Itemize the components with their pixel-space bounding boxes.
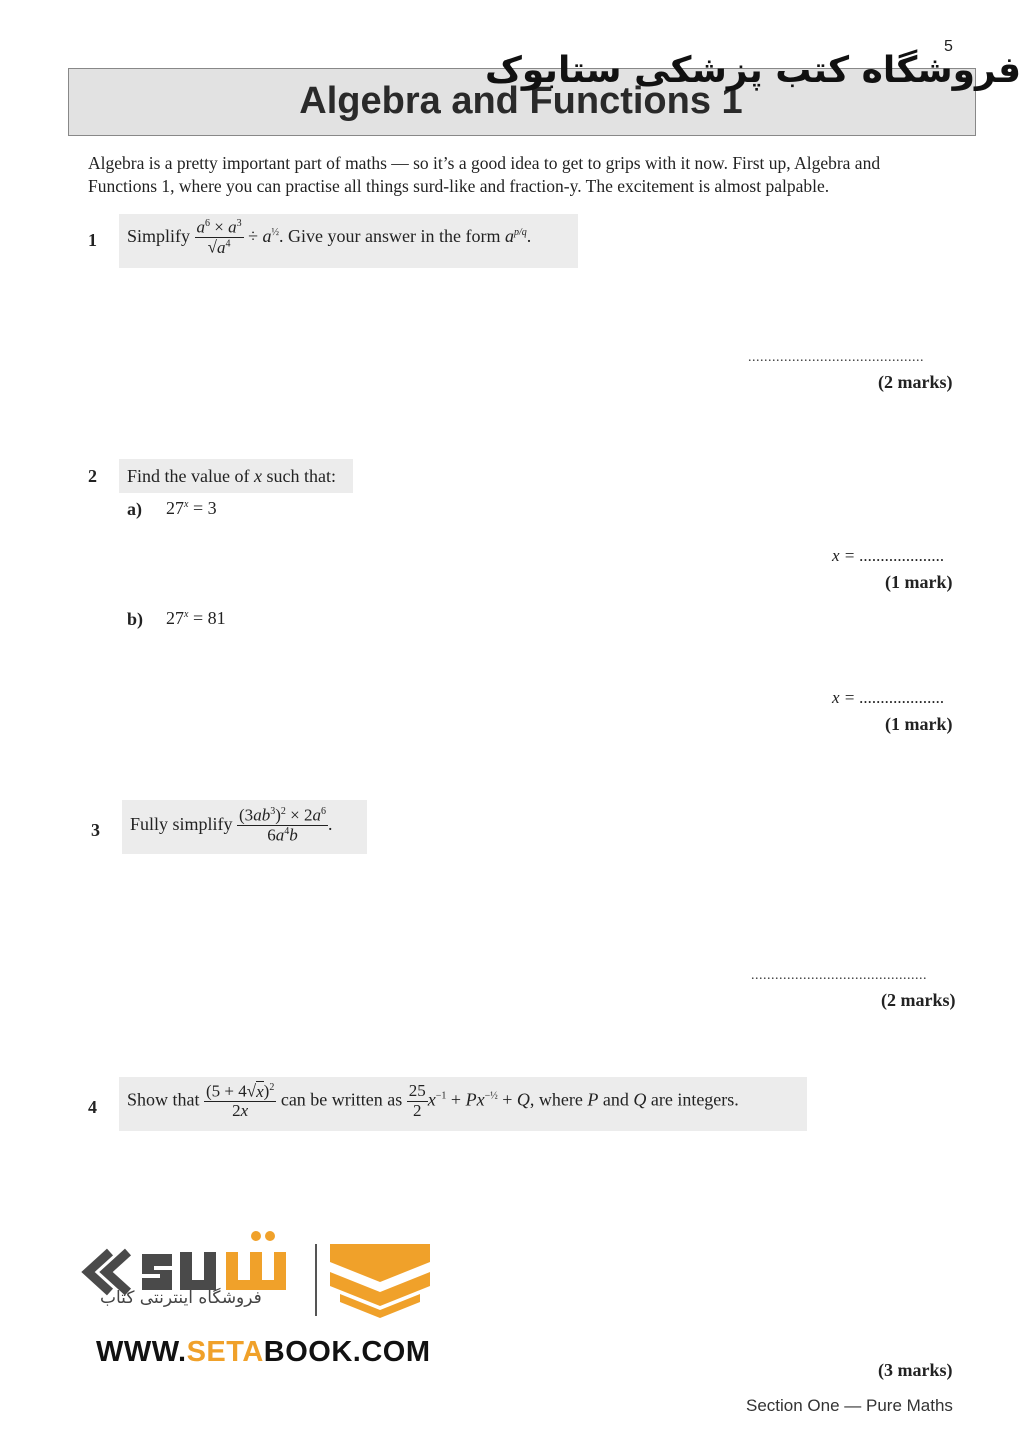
question-2-text: Find the value of x such that: — [127, 466, 336, 486]
q4-marks: (3 marks) — [878, 1360, 953, 1380]
question-1-text: Simplify $\frac{a^6 \times a^3}{√a^4}$ ÷ $a^{\frac{1}{2}}$. Give your answer in the form $a^{p/q}$. — [127, 217, 532, 257]
page-title: Algebra and Functions 1 — [299, 80, 743, 122]
q2b-label: b) — [127, 609, 144, 629]
q4-fraction-lhs: $\frac{(5 + 4√x)^2}{2x}$ — [206, 1081, 275, 1121]
question-4-number: 4 — [88, 1097, 97, 1117]
q2a-label: a) — [127, 499, 142, 519]
q2b-equation: $27^x = 81$ — [166, 608, 226, 628]
question-1-number: 1 — [88, 230, 97, 250]
question-1-lead: Simplify — [127, 225, 191, 246]
q2a-answer-line[interactable]: x = .................... — [832, 546, 945, 565]
q2b-marks: (1 mark) — [885, 714, 953, 734]
question-4-lead: Show that — [127, 1089, 200, 1110]
question-4-text: Show that $\frac{(5 + 4√x)^2}{2x}$ can be written as $\frac{25}{2}$ $x^{-1} + Px^{-\frac{1}{2}} + Q$, where P and Q are integers. — [127, 1081, 739, 1121]
question-3-lead: Fully simplify — [130, 813, 233, 834]
q3-answer-line[interactable]: ............................................ — [751, 968, 927, 983]
q2a-marks: (1 mark) — [885, 572, 953, 592]
question-1-mid: . Give your answer in the form — [279, 225, 501, 246]
q1-answer-line[interactable]: ............................................ — [748, 350, 924, 365]
intro-paragraph: Algebra is a pretty important part of maths — so it’s a good idea to get to grips with it now. First up, Algebra and Functions 1, where you can practise all things surd-like and fraction-y. The excitement is almost palpable. — [88, 153, 881, 196]
logo-persian-text: فروشگاه اینترنتی کتاب — [100, 1288, 262, 1308]
q2b-answer-line[interactable]: x = .................... — [832, 688, 945, 707]
page-number: 5 — [944, 38, 953, 55]
q3-fraction: $\frac{(3ab^3)^2 \times 2a^6}{6a^4b}$ — [239, 805, 326, 845]
question-4-mid: can be written as — [280, 1089, 403, 1110]
question-3-number: 3 — [91, 820, 100, 840]
q1-marks: (2 marks) — [878, 372, 953, 392]
question-3-text: Fully simplify $\frac{(3ab^3)^2 \times 2a^6}{6a^4b}$ . — [130, 805, 333, 845]
question-2-number: 2 — [88, 466, 97, 486]
watermark-text: فروشگاه کتب پزشکی ستابوک — [485, 50, 1022, 91]
logo-url: WWW.SETABOOK.COM — [96, 1336, 431, 1368]
q1-fraction: $\frac{a^6 \times a^3}{√a^4}$ — [196, 217, 242, 257]
q2a-equation: $27^x = 3$ — [166, 498, 217, 518]
q4-fraction-rhs: $\frac{25}{2}$ — [408, 1081, 426, 1121]
page-footer: Section One — Pure Maths — [746, 1396, 953, 1415]
q3-marks: (2 marks) — [881, 990, 956, 1010]
